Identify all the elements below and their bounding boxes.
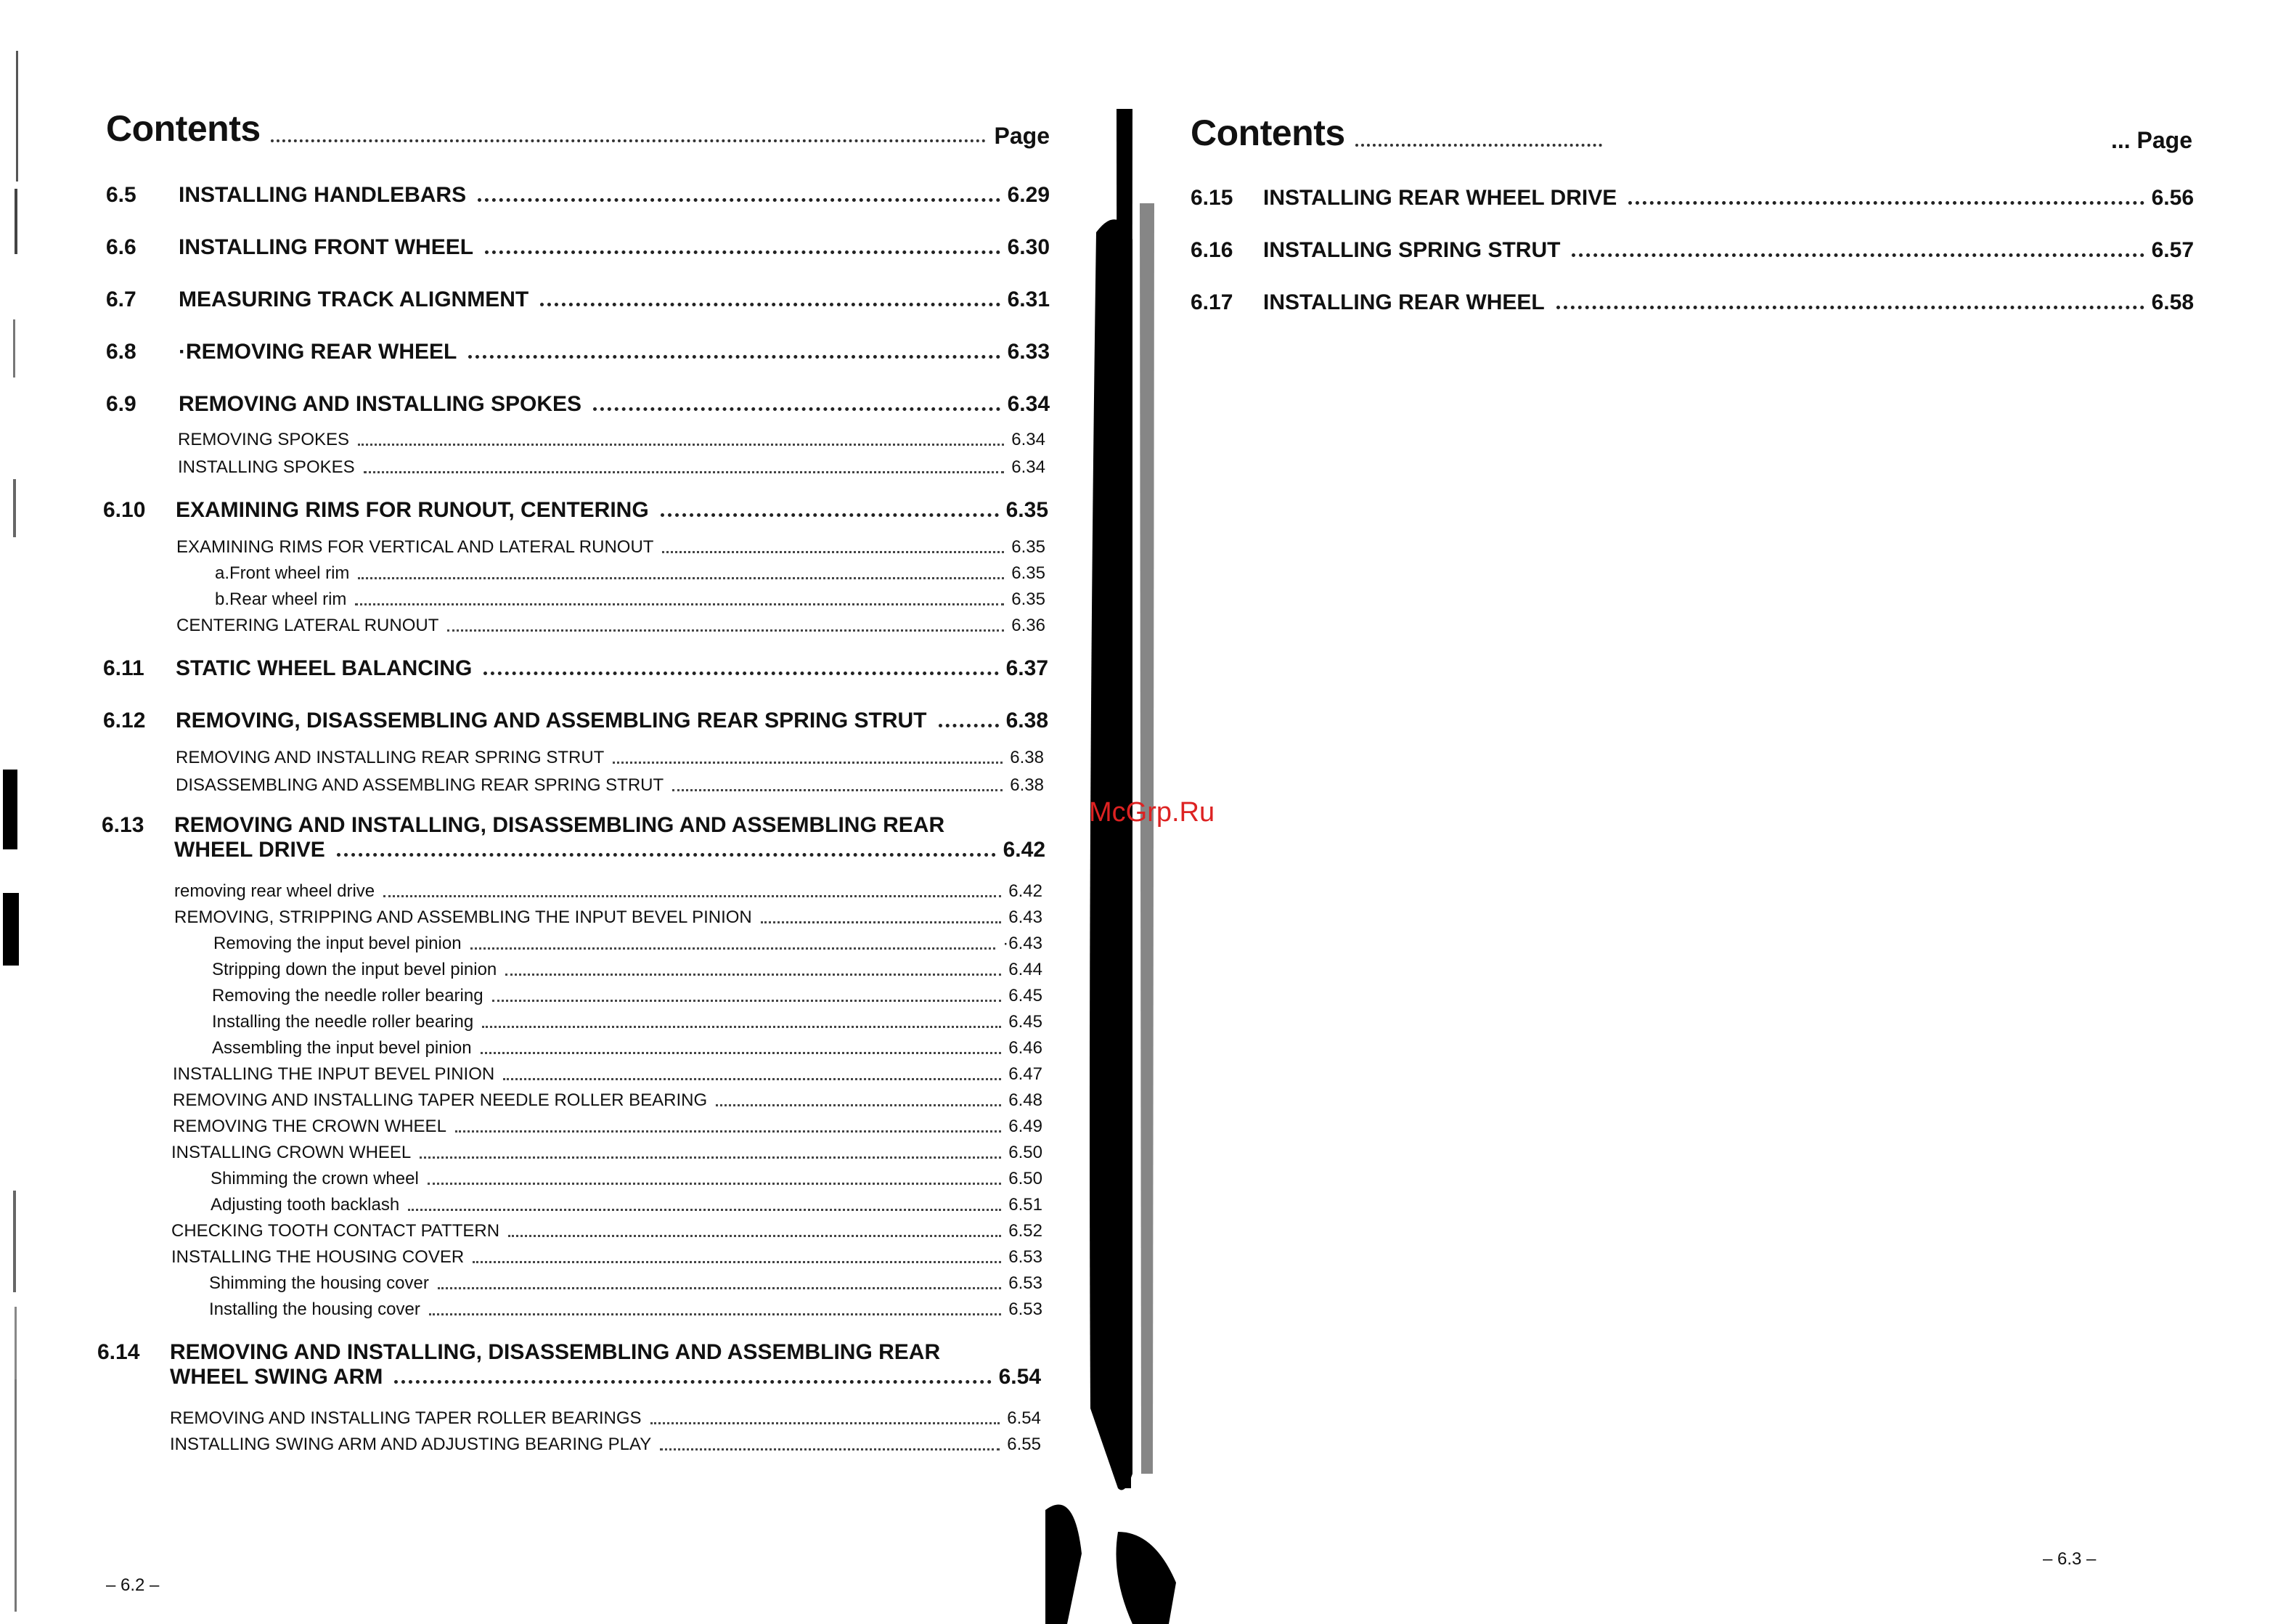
entry-number: 6.14 — [97, 1340, 140, 1364]
entry-title: EXAMINING RIMS FOR RUNOUT, CENTERING — [176, 498, 649, 522]
leader-dots — [355, 603, 1004, 605]
right-page-number: – 6.3 – — [2043, 1549, 2097, 1569]
leader-dots — [468, 355, 1000, 359]
leader-dots — [761, 921, 1002, 923]
toc-entry-first-line[interactable] — [97, 1340, 940, 1365]
subentry-page: 6.36 — [1011, 616, 1045, 635]
toc-subentry[interactable] — [212, 986, 1042, 1006]
subentry-title: Shimming the housing cover — [209, 1273, 429, 1293]
subentry-title: EXAMINING RIMS FOR VERTICAL AND LATERAL RUNOUT — [176, 537, 654, 557]
entry-title-continued: WHEEL DRIVE — [174, 838, 325, 862]
toc-entry[interactable] — [103, 498, 1048, 523]
right-page-title: Contents — [1191, 113, 1345, 153]
leader-dots — [364, 471, 1005, 473]
entry-number: 6.6 — [106, 235, 136, 259]
subentry-page: 6.53 — [1008, 1247, 1042, 1267]
subentry-page: 6.45 — [1008, 1012, 1042, 1032]
toc-entry[interactable] — [106, 340, 1050, 364]
subentry-page: 6.35 — [1011, 563, 1045, 583]
entry-page: 6.37 — [1005, 656, 1048, 680]
subentry-title: Shimming the crown wheel — [211, 1169, 419, 1188]
entry-number: 6.16 — [1191, 238, 1233, 262]
subentry-page: 6.38 — [1010, 748, 1044, 767]
subentry-page: 6.51 — [1008, 1195, 1042, 1215]
entry-title-continued: WHEEL SWING ARM — [170, 1365, 383, 1389]
entry-page: 6.35 — [1005, 498, 1048, 522]
entry-page: 6.30 — [1007, 235, 1050, 259]
subentry-page: 6.45 — [1008, 986, 1042, 1005]
subentry-title: a.Front wheel rim — [215, 563, 350, 583]
leader-dots — [503, 1078, 1001, 1080]
toc-subentry[interactable] — [212, 960, 1042, 980]
toc-subentry[interactable] — [215, 563, 1045, 584]
leader-dots — [358, 577, 1004, 579]
entry-title: REMOVING AND INSTALLING, DISASSEMBLING AND ASSEMBLING REAR — [174, 813, 945, 837]
leader-dots — [428, 1183, 1001, 1185]
subentry-title: DISASSEMBLING AND ASSEMBLING REAR SPRING STRUT — [176, 775, 664, 795]
entry-number: 6.5 — [106, 183, 136, 207]
toc-entry[interactable] — [106, 287, 1050, 312]
entry-title: REMOVING, DISASSEMBLING AND ASSEMBLING REAR SPRING STRUT — [176, 709, 927, 733]
left-page-column-label: Page — [994, 123, 1050, 149]
subentry-title: INSTALLING SPOKES — [178, 457, 355, 477]
toc-subentry[interactable] — [176, 748, 1044, 768]
subentry-page: 6.34 — [1011, 430, 1045, 449]
leader-dots — [482, 1026, 1001, 1028]
subentry-page: 6.55 — [1007, 1435, 1041, 1454]
subentry-page: 6.43 — [1008, 907, 1042, 927]
subentry-title: Removing the needle roller bearing — [212, 986, 483, 1005]
leader-dots — [1572, 253, 2144, 257]
subentry-page: 6.46 — [1008, 1038, 1042, 1058]
leader-dots — [485, 250, 1000, 254]
entry-title: INSTALLING SPRING STRUT — [1263, 238, 1561, 262]
entry-number: 6.10 — [103, 498, 146, 522]
subentry-title: Installing the housing cover — [209, 1299, 420, 1319]
subentry-page: 6.44 — [1008, 960, 1042, 979]
toc-subentry[interactable] — [170, 1435, 1041, 1455]
subentry-title: INSTALLING THE HOUSING COVER — [171, 1247, 465, 1267]
entry-title: REMOVING AND INSTALLING SPOKES — [179, 392, 582, 416]
leader-dots — [716, 1104, 1001, 1106]
leader-dots — [1355, 144, 1602, 147]
subentry-page: 6.54 — [1007, 1408, 1041, 1428]
subentry-page: 6.42 — [1008, 881, 1042, 901]
toc-subentry[interactable] — [212, 1012, 1042, 1032]
leader-dots — [672, 789, 1003, 791]
leader-dots — [455, 1130, 1001, 1133]
entry-title: ·REMOVING REAR WHEEL — [179, 340, 457, 364]
toc-subentry[interactable] — [211, 1195, 1042, 1215]
leader-dots — [505, 974, 1001, 976]
entry-title: MEASURING TRACK ALIGNMENT — [179, 287, 529, 311]
subentry-title: CENTERING LATERAL RUNOUT — [176, 616, 439, 635]
subentry-page: 6.52 — [1008, 1221, 1042, 1241]
leader-dots — [508, 1235, 1001, 1237]
subentry-title: REMOVING THE CROWN WHEEL — [173, 1117, 446, 1136]
left-page-number: – 6.2 – — [106, 1575, 160, 1595]
toc-subentry[interactable] — [173, 1064, 1042, 1085]
subentry-title: INSTALLING CROWN WHEEL — [171, 1143, 412, 1162]
toc-subentry[interactable] — [170, 1408, 1041, 1429]
toc-subentry[interactable] — [176, 537, 1045, 558]
left-page — [0, 0, 1089, 1624]
entry-number: 6.13 — [102, 813, 144, 837]
entry-title: INSTALLING REAR WHEEL DRIVE — [1263, 186, 1617, 210]
toc-entry[interactable] — [1191, 290, 2194, 315]
entry-page: 6.38 — [1005, 709, 1048, 733]
leader-dots — [613, 762, 1003, 764]
entry-page: 6.42 — [1003, 838, 1045, 862]
leader-dots — [438, 1287, 1001, 1289]
subentry-page: 6.49 — [1008, 1117, 1042, 1136]
subentry-title: REMOVING, STRIPPING AND ASSEMBLING THE INPUT BEVEL PINION — [174, 907, 752, 927]
leader-dots — [660, 1448, 1000, 1450]
subentry-title: REMOVING AND INSTALLING TAPER ROLLER BEARINGS — [170, 1408, 642, 1428]
subentry-title: removing rear wheel drive — [174, 881, 375, 901]
toc-subentry[interactable] — [209, 1299, 1042, 1320]
entry-page: 6.54 — [998, 1365, 1041, 1389]
toc-entry[interactable] — [1191, 186, 2194, 211]
left-page-title: Contents — [106, 108, 261, 149]
leader-dots — [473, 1261, 1001, 1263]
leader-dots — [662, 551, 1004, 553]
subentry-title: REMOVING AND INSTALLING TAPER NEEDLE ROLLER BEARING — [173, 1090, 708, 1110]
entry-page: 6.29 — [1007, 183, 1050, 207]
toc-entry[interactable] — [106, 183, 1050, 208]
toc-subentry[interactable] — [211, 1169, 1042, 1189]
toc-subentry[interactable] — [173, 1117, 1042, 1137]
leader-dots — [271, 139, 986, 142]
entry-page: 6.33 — [1007, 340, 1050, 364]
subentry-page: 6.50 — [1008, 1169, 1042, 1188]
leader-dots — [420, 1156, 1001, 1159]
entry-page: 6.58 — [2151, 290, 2194, 314]
subentry-page: ·6.43 — [1003, 934, 1042, 953]
subentry-page: 6.50 — [1008, 1143, 1042, 1162]
subentry-title: Removing the input bevel pinion — [213, 934, 462, 953]
toc-subentry[interactable] — [215, 589, 1045, 610]
toc-subentry[interactable] — [174, 881, 1042, 902]
leader-dots — [593, 407, 1000, 411]
toc-subentry[interactable] — [178, 457, 1045, 478]
leader-dots — [394, 1380, 991, 1384]
toc-entry-first-line[interactable] — [102, 813, 944, 838]
toc-subentry[interactable] — [176, 775, 1044, 796]
leader-dots — [337, 853, 996, 857]
toc-subentry[interactable] — [176, 616, 1045, 636]
leader-dots — [481, 1052, 1002, 1054]
subentry-page: 6.48 — [1008, 1090, 1042, 1110]
toc-subentry[interactable] — [209, 1273, 1042, 1294]
subentry-page: 6.53 — [1008, 1299, 1042, 1319]
left-title-row — [106, 107, 1050, 150]
subentry-page: 6.38 — [1010, 775, 1044, 795]
entry-page: 6.31 — [1007, 287, 1050, 311]
entry-number: 6.12 — [103, 709, 146, 733]
subentry-page: 6.35 — [1011, 589, 1045, 609]
entry-number: 6.9 — [106, 392, 136, 416]
leader-dots — [358, 444, 1004, 446]
toc-subentry[interactable] — [173, 1090, 1042, 1111]
entry-page: 6.57 — [2151, 238, 2194, 262]
leader-dots — [1556, 306, 2144, 309]
toc-entry[interactable] — [1191, 238, 2194, 263]
entry-number: 6.8 — [106, 340, 136, 364]
toc-entry[interactable] — [103, 709, 1048, 733]
toc-subentry[interactable] — [171, 1221, 1042, 1241]
subentry-title: Adjusting tooth backlash — [211, 1195, 400, 1215]
subentry-page: 6.47 — [1008, 1064, 1042, 1084]
toc-subentry[interactable] — [171, 1143, 1042, 1163]
entry-number: 6.7 — [106, 287, 136, 311]
entry-number: 6.11 — [103, 656, 144, 680]
subentry-page: 6.35 — [1011, 537, 1045, 557]
entry-title: REMOVING AND INSTALLING, DISASSEMBLING AND ASSEMBLING REAR — [170, 1340, 941, 1364]
subentry-title: Installing the needle roller bearing — [212, 1012, 474, 1032]
toc-entry-continuation[interactable] — [170, 1365, 1041, 1390]
entry-page: 6.34 — [1007, 392, 1050, 416]
leader-dots — [540, 303, 1000, 306]
subentry-title: INSTALLING SWING ARM AND ADJUSTING BEARING PLAY — [170, 1435, 652, 1454]
leader-dots — [650, 1422, 1000, 1424]
right-page — [1132, 0, 2294, 1624]
toc-subentry[interactable] — [212, 1038, 1042, 1058]
leader-dots — [492, 1000, 1002, 1002]
subentry-title: INSTALLING THE INPUT BEVEL PINION — [173, 1064, 495, 1084]
leader-dots — [939, 724, 999, 727]
leader-dots — [429, 1313, 1001, 1315]
entry-page: 6.56 — [2151, 186, 2194, 210]
toc-subentry[interactable] — [171, 1247, 1042, 1268]
leader-dots — [1628, 201, 2144, 205]
toc-subentry[interactable] — [174, 907, 1042, 928]
leader-dots — [447, 629, 1004, 632]
entry-title: INSTALLING FRONT WHEEL — [179, 235, 474, 259]
subentry-title: REMOVING SPOKES — [178, 430, 350, 449]
subentry-title: CHECKING TOOTH CONTACT PATTERN — [171, 1221, 500, 1241]
toc-subentry[interactable] — [213, 934, 1042, 954]
entry-title: STATIC WHEEL BALANCING — [176, 656, 473, 680]
right-title-row — [1191, 112, 2192, 154]
leader-dots — [483, 672, 998, 675]
subentry-title: b.Rear wheel rim — [215, 589, 347, 609]
entry-number: 6.17 — [1191, 290, 1233, 314]
toc-entry-continuation[interactable] — [174, 838, 1045, 862]
toc-entry[interactable] — [106, 235, 1050, 260]
leader-dots — [661, 513, 999, 517]
subentry-title: Stripping down the input bevel pinion — [212, 960, 497, 979]
subentry-page: 6.34 — [1011, 457, 1045, 477]
subentry-page: 6.53 — [1008, 1273, 1042, 1293]
leader-dots — [383, 895, 1001, 897]
toc-subentry[interactable] — [178, 430, 1045, 450]
subentry-title: REMOVING AND INSTALLING REAR SPRING STRUT — [176, 748, 605, 767]
watermark: McGrp.Ru — [1089, 797, 1215, 828]
leader-dots — [408, 1209, 1001, 1211]
entry-title: INSTALLING REAR WHEEL — [1263, 290, 1545, 314]
leader-dots — [470, 947, 996, 950]
toc-entry[interactable] — [106, 392, 1050, 417]
entry-title: INSTALLING HANDLEBARS — [179, 183, 467, 207]
right-page-column-label: ... Page — [2110, 127, 2192, 153]
scan-edge-marks — [0, 0, 29, 1624]
subentry-title: Assembling the input bevel pinion — [212, 1038, 472, 1058]
entry-number: 6.15 — [1191, 186, 1233, 210]
toc-entry[interactable] — [103, 656, 1048, 681]
leader-dots — [478, 198, 1000, 202]
